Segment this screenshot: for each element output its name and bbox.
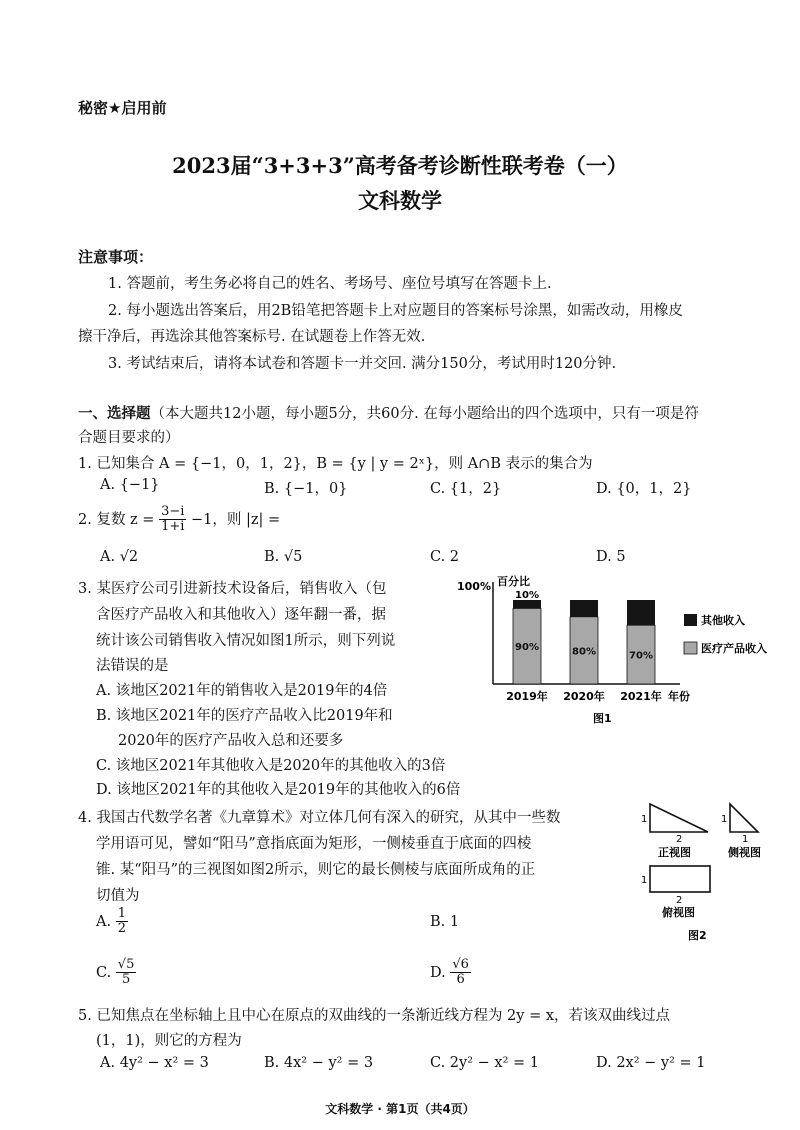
exam-subject: 文科数学 — [358, 188, 442, 213]
front-view-width: 2 — [676, 834, 683, 845]
front-view-height: 1 — [641, 814, 648, 825]
bar-other-label-0: 10% — [515, 590, 539, 601]
question-5-option-d: D. 2x² − y² = 1 — [596, 1055, 706, 1071]
question-4-option-c — [96, 958, 136, 988]
page-footer: 文科数学 · 第1页（共4页） — [325, 1102, 475, 1116]
question-1-option-d: D. {0，1，2} — [596, 481, 692, 497]
exam-title: 2023届“3+3+3”高考备考诊断性联考卷（一） — [172, 153, 628, 178]
side-view-width: 1 — [742, 834, 749, 845]
question-5-line-1: 5. 已知焦点在坐标轴上且中心在原点的双曲线的一条渐近线方程为 2y = x，若该双曲线过点 — [78, 1008, 671, 1024]
question-2-option-b: B. √5 — [264, 549, 303, 565]
notice-item-2-cont: 擦干净后，再选涂其他答案标号. 在试题卷上作答无效. — [78, 329, 426, 345]
question-3-option-c: C. 该地区2021年其他收入是2020年的其他收入的3倍 — [96, 758, 446, 774]
question-2-frac-den: 1+i — [161, 519, 185, 535]
figure-1-chart — [455, 572, 775, 732]
option-a-den: 2 — [117, 921, 126, 937]
option-a-fraction — [116, 907, 128, 937]
question-2-option-d: D. 5 — [596, 549, 626, 565]
side-view-height: 1 — [721, 814, 728, 825]
question-1-stem: 1. 已知集合 A = {−1，0，1，2}，B = {y | y = 2ˣ}，则 A∩B 表示的集合为 — [78, 456, 593, 472]
question-4-option-d — [430, 958, 471, 988]
legend-label-other: 其他收入 — [701, 614, 745, 627]
chart-y-max-label: 100% — [457, 580, 491, 593]
question-3-line-4: 法错误的是 — [96, 658, 169, 674]
notice-item-3: 3. 考试结束后，请将本试卷和答题卡一并交回. 满分150分，考试用时120分钟. — [108, 356, 617, 372]
top-view-width: 2 — [676, 895, 683, 906]
bar-other-1 — [570, 600, 598, 617]
x-tick-label-0: 2019年 — [506, 690, 548, 703]
question-2-option-c: C. 2 — [430, 549, 460, 565]
top-view-label: 俯视图 — [662, 906, 695, 919]
question-2-stem-pre: 2. 复数 z = — [78, 511, 155, 528]
bar-medical-label-1: 80% — [572, 646, 596, 658]
legend-swatch-medical — [684, 642, 697, 654]
notice-item-1: 1. 答题前，考生务必将自己的姓名、考场号、座位号填写在答题卡上. — [108, 276, 552, 292]
chart-x-ticks — [506, 689, 662, 703]
notice-heading: 注意事项： — [78, 248, 154, 266]
option-d-fraction — [450, 958, 471, 988]
notice-item-2: 2. 每小题选出答案后，用2B铅笔把答题卡上对应题目的答案标号涂黑，如需改动，用橡皮 — [108, 303, 683, 319]
question-4-line-1: 4. 我国古代数学名著《九章算术》对立体几何有深入的研究，从其中一些数 — [78, 810, 561, 826]
question-5-option-c: C. 2y² − x² = 1 — [430, 1055, 539, 1071]
section-one-heading — [78, 402, 699, 423]
section-one-desc-cont: 合题目要求的） — [78, 430, 180, 446]
question-2-fraction — [159, 505, 186, 535]
bar-medical-label-0: 90% — [515, 642, 539, 654]
option-a-num: 1 — [117, 906, 126, 921]
question-3-line-3: 统计该公司销售收入情况如图1所示，则下列说 — [96, 633, 396, 649]
section-one-desc: （本大题共12小题，每小题5分，共60分. 在每小题给出的四个选项中，只有一项是符 — [150, 406, 699, 422]
legend-swatch-other — [684, 614, 697, 626]
legend-label-medical: 医疗产品收入 — [701, 642, 767, 655]
figure-1-caption: 图1 — [593, 712, 612, 725]
top-view-shape — [650, 866, 710, 892]
figure-2-three-views — [636, 796, 781, 946]
section-one-title: 一、选择题 — [78, 405, 151, 422]
question-3-option-a: A. 该地区2021年的销售收入是2019年的4倍 — [96, 683, 388, 699]
side-view-shape — [730, 804, 758, 832]
question-3-option-b: B. 该地区2021年的医疗产品收入比2019年和 — [96, 708, 393, 724]
question-1-option-b: B. {−1，0} — [264, 481, 348, 497]
x-tick-label-2: 2021年 — [620, 690, 662, 703]
x-tick-label-1: 2020年 — [563, 690, 605, 703]
option-c-num: √5 — [117, 957, 135, 972]
question-4-option-a — [96, 907, 128, 937]
bar-other-2 — [627, 600, 655, 625]
option-b-value: 1 — [449, 914, 460, 930]
option-c-label: C. — [96, 964, 112, 981]
bar-other-0 — [513, 600, 541, 608]
question-2-stem — [78, 505, 280, 535]
chart-title: 百分比 — [497, 575, 530, 588]
front-view-label: 正视图 — [658, 846, 691, 859]
option-b-label: B. — [430, 914, 446, 930]
option-c-fraction — [116, 958, 137, 988]
question-5-option-b: B. 4x² − y² = 3 — [264, 1055, 374, 1071]
question-2-option-a: A. √2 — [100, 549, 139, 565]
figure-2-caption: 图2 — [688, 929, 707, 942]
question-2-stem-post: −1，则 |z| = — [191, 511, 281, 528]
question-3-line-1: 3. 某医疗公司引进新技术设备后，销售收入（包 — [78, 581, 387, 597]
question-2-frac-num: 3−i — [161, 504, 185, 519]
question-1-option-a: A. {−1} — [100, 477, 160, 493]
option-d-num: √6 — [452, 957, 469, 972]
question-5-line-2: (1，1)，则它的方程为 — [96, 1033, 242, 1049]
question-3-line-2: 含医疗产品收入和其他收入）逐年翻一番，据 — [96, 607, 386, 623]
front-view-shape — [650, 804, 708, 832]
question-3-option-d: D. 该地区2021年的其他收入是2019年的其他收入的6倍 — [96, 782, 461, 798]
chart-bars — [513, 590, 655, 684]
option-d-label: D. — [430, 964, 446, 981]
top-view-height: 1 — [641, 875, 648, 886]
question-5-option-a: A. 4y² − x² = 3 — [100, 1055, 209, 1071]
chart-x-axis-label: 年份 — [668, 690, 690, 703]
option-c-den: 5 — [121, 972, 131, 988]
option-d-den: 6 — [456, 972, 465, 988]
question-4-line-3: 锥. 某“阳马”的三视图如图2所示，则它的最长侧棱与底面所成角的正 — [96, 862, 536, 878]
question-3-option-b-cont: 2020年的医疗产品收入总和还要多 — [118, 733, 344, 749]
option-a-label: A. — [96, 913, 112, 930]
question-4-line-4: 切值为 — [96, 888, 140, 904]
question-4-line-2: 学用语可见，譬如“阳马”意指底面为矩形，一侧棱垂直于底面的四棱 — [96, 836, 532, 852]
question-1-option-c: C. {1，2} — [430, 481, 502, 497]
confidential-mark: 秘密★启用前 — [78, 99, 167, 117]
question-4-option-b — [430, 914, 459, 930]
side-view-label: 侧视图 — [728, 846, 761, 859]
bar-medical-label-2: 70% — [629, 650, 653, 662]
